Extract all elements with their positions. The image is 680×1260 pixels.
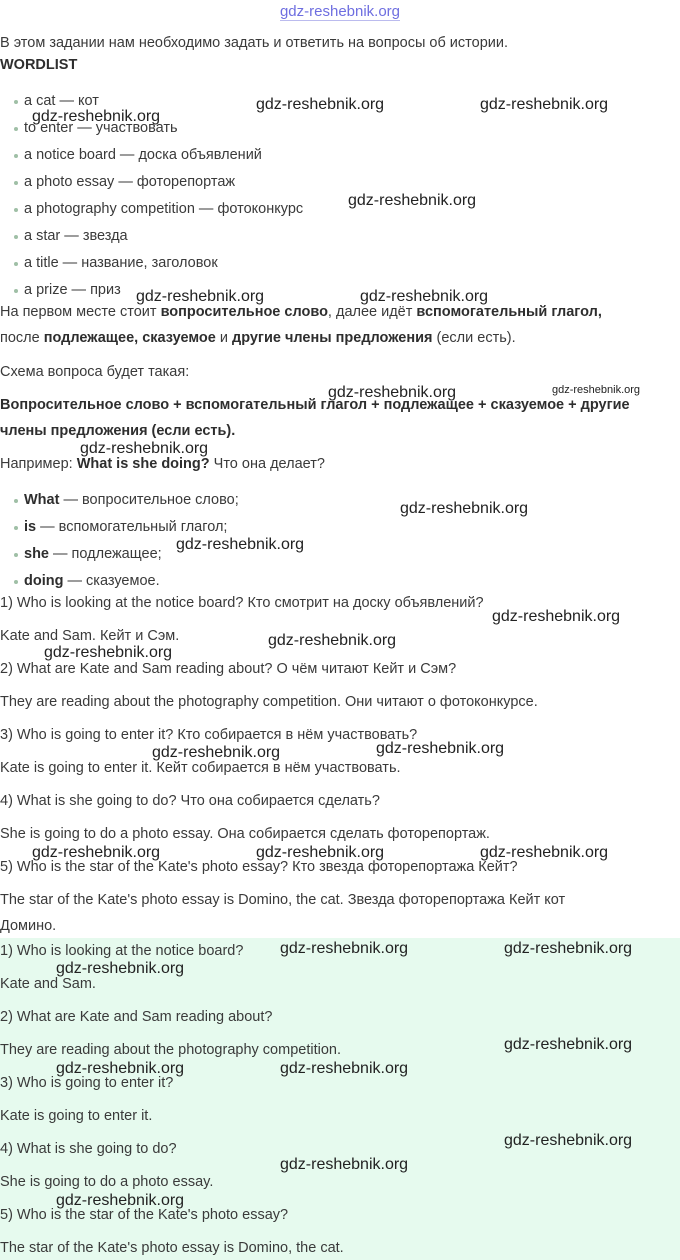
watermark: gdz-reshebnik.org (32, 844, 161, 861)
question: 3) Who is going to enter it? Кто собирается в нём участвовать? (0, 727, 418, 743)
watermark: gdz-reshebnik.org (176, 536, 305, 553)
answer: The star of the Kate's photo essay is Domino, the cat. Звезда фоторепортажа Кейт кот (0, 892, 566, 908)
answer: She is going to do a photo essay. (0, 1174, 214, 1190)
grammar-paragraph-line1: На первом месте стоит вопросительное слово, далее идёт вспомогательный глагол, (0, 304, 602, 320)
watermark: gdz-reshebnik.org (480, 96, 609, 113)
bullet (14, 154, 18, 158)
watermark: gdz-reshebnik.org (480, 844, 609, 861)
question: 1) Who is looking at the notice board? Кто смотрит на доску объявлений? (0, 595, 484, 611)
bullet (14, 289, 18, 293)
watermark: gdz-reshebnik.org (56, 1192, 185, 1209)
watermark: gdz-reshebnik.org (504, 1132, 633, 1149)
wordlist-title: WORDLIST (0, 57, 78, 73)
scheme-line1: Вопросительное слово + вспомогательный глагол + подлежащее + сказуемое + другие (0, 397, 630, 413)
question: 1) Who is looking at the notice board? (0, 943, 244, 959)
list-item: a title — название, заголовок (24, 255, 218, 271)
answer: The star of the Kate's photo essay is Domino, the cat. (0, 1240, 344, 1256)
watermark: gdz-reshebnik.org (80, 440, 209, 457)
watermark: gdz-reshebnik.org (360, 288, 489, 305)
list-item: to enter — участвовать (24, 120, 178, 136)
watermark: gdz-reshebnik.org (56, 960, 185, 977)
answer: Kate and Sam. (0, 976, 96, 992)
watermark: gdz-reshebnik.org (400, 500, 529, 517)
watermark: gdz-reshebnik.org (32, 108, 161, 125)
grammar-paragraph-line2: после подлежащее, сказуемое и другие члены предложения (если есть). (0, 330, 516, 346)
list-item: a photography competition — фотоконкурс (24, 201, 304, 217)
answer: Kate is going to enter it. Кейт собирается в нём участвовать. (0, 760, 401, 776)
watermark: gdz-reshebnik.org (280, 940, 409, 957)
watermark: gdz-reshebnik.org (44, 644, 173, 661)
list-item: a star — звезда (24, 228, 128, 244)
site-link[interactable]: gdz-reshebnik.org (279, 3, 401, 20)
watermark: gdz-reshebnik.org (504, 1036, 633, 1053)
list-item: a cat — кот (24, 93, 99, 109)
watermark: gdz-reshebnik.org (256, 844, 385, 861)
list-item: she — подлежащее; (24, 546, 162, 562)
watermark: gdz-reshebnik.org (280, 1060, 409, 1077)
watermark: gdz-reshebnik.org (268, 632, 397, 649)
question: 4) What is she going to do? Что она собирается сделать? (0, 793, 380, 809)
intro-text: В этом задании нам необходимо задать и ответить на вопросы об истории. (0, 35, 508, 51)
answer: Kate and Sam. Кейт и Сэм. (0, 628, 180, 644)
site-header (0, 0, 680, 26)
answer: She is going to do a photo essay. Она собирается сделать фоторепортаж. (0, 826, 490, 842)
question: 2) What are Kate and Sam reading about? (0, 1009, 273, 1025)
watermark: gdz-reshebnik.org (136, 288, 265, 305)
answer-continued: Домино. (0, 918, 57, 934)
list-item: What — вопросительное слово; (24, 492, 239, 508)
answer: They are reading about the photography competition. Они читают о фотоконкурсе. (0, 694, 538, 710)
watermark: gdz-reshebnik.org (492, 608, 621, 625)
bullet (14, 127, 18, 131)
question: 5) Who is the star of the Kate's photo essay? (0, 1207, 289, 1223)
bullet (14, 235, 18, 239)
watermark: gdz-reshebnik.org (376, 740, 505, 757)
question: 4) What is she going to do? (0, 1141, 177, 1157)
bullet (14, 580, 18, 584)
list-item: doing — сказуемое. (24, 573, 160, 589)
list-item: a prize — приз (24, 282, 121, 298)
watermark: gdz-reshebnik.org (552, 384, 641, 396)
watermark: gdz-reshebnik.org (328, 384, 457, 401)
scheme-label: Схема вопроса будет такая: (0, 364, 190, 380)
answer: Kate is going to enter it. (0, 1108, 153, 1124)
question: 2) What are Kate and Sam reading about? О чём читают Кейт и Сэм? (0, 661, 457, 677)
bullet (14, 181, 18, 185)
question: 3) Who is going to enter it? (0, 1075, 174, 1091)
watermark: gdz-reshebnik.org (348, 192, 477, 209)
watermark: gdz-reshebnik.org (504, 940, 633, 957)
watermark: gdz-reshebnik.org (152, 744, 281, 761)
bullet (14, 100, 18, 104)
bullet (14, 499, 18, 503)
watermark: gdz-reshebnik.org (256, 96, 385, 113)
scheme-line2: члены предложения (если есть). (0, 423, 236, 439)
question: 5) Who is the star of the Kate's photo essay? Кто звезда фоторепортажа Кейт? (0, 859, 518, 875)
watermark: gdz-reshebnik.org (280, 1156, 409, 1173)
bullet (14, 262, 18, 266)
bullet (14, 526, 18, 530)
list-item: a notice board — доска объявлений (24, 147, 262, 163)
example-line: Например: What is she doing? Что она делает? (0, 456, 325, 472)
list-item: is — вспомогательный глагол; (24, 519, 228, 535)
bullet (14, 208, 18, 212)
answer: They are reading about the photography competition. (0, 1042, 341, 1058)
bullet (14, 553, 18, 557)
watermark: gdz-reshebnik.org (56, 1060, 185, 1077)
list-item: a photo essay — фоторепортаж (24, 174, 236, 190)
